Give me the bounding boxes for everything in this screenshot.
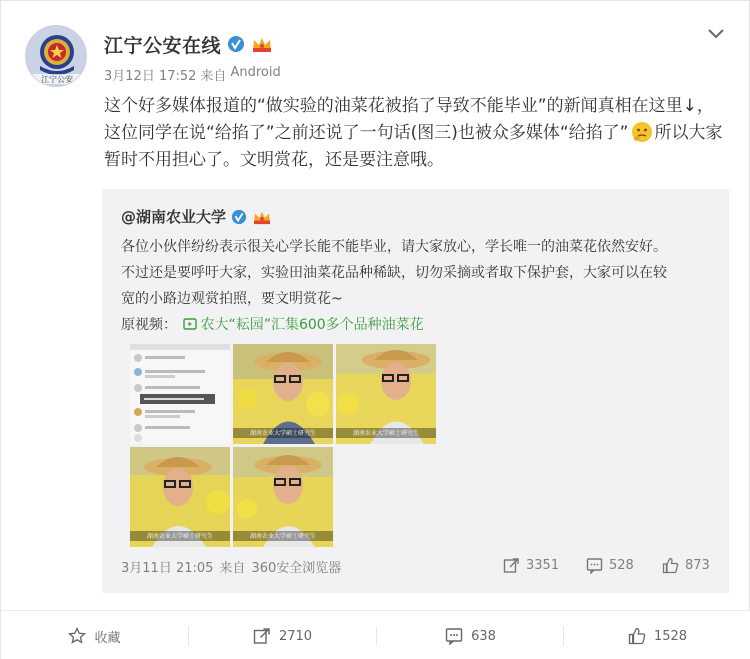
repost-button[interactable] [189,611,376,659]
post-text-line-2-a: 这位同学在说“给掐了”之前还说了一句话(图三)也被众多媒体“给掐了” [104,123,629,143]
comment-button[interactable] [377,611,564,659]
retweet-box [102,189,729,593]
like-count: 1528 [653,628,688,644]
svg-text:江宁公安: 江宁公安 [41,75,73,84]
thumbs-up-icon [662,557,679,574]
image-thumb-2[interactable] [233,344,333,444]
retweet-source: 360安全浏览器 [251,561,342,576]
student-in-field-image [233,344,333,444]
video-link[interactable] [181,317,423,333]
post-text [104,93,729,174]
retweet-repost-button[interactable] [503,557,559,574]
retweet-text-line-2: 不过还是要呼吁大家，实验田油菜花品种稀缺，切勿采摘或者取下保护套，大家可以在较 [121,265,667,281]
video-link-text: 农大“耘园”汇集600多个品种油菜花 [200,317,424,333]
retweet-source-prefix: 来自 [219,561,246,576]
retweet-text-line-1: 各位小伙伴纷纷表示很关心学长能不能毕业，请大家放心，学长唯一的油菜花依然安好。 [121,239,667,255]
police-emblem-icon [26,26,87,87]
retweet-text [121,234,721,338]
image-thumb-1[interactable] [130,344,230,444]
thumb-caption: 湖南农业大学硕士研究生 [352,430,420,437]
comment-icon [586,557,603,574]
like-button[interactable] [564,611,750,659]
author-name[interactable]: 江宁公安在线 [104,34,222,57]
image-thumb-4[interactable] [130,447,230,547]
thinking-emoji-icon [631,121,653,143]
retweet-comment-count: 528 [609,558,634,573]
action-bar [1,610,750,659]
image-grid [130,344,440,550]
image-thumb-3[interactable] [336,344,436,444]
post-time[interactable]: 3月12日 17:52 [104,69,197,84]
vip-crown-icon[interactable] [252,209,272,225]
video-icon [183,318,197,330]
chat-screenshot-image [130,344,230,444]
thumbs-up-icon [628,627,646,645]
source-prefix: 来自 [200,69,227,84]
vip-crown-icon[interactable] [251,35,273,53]
retweet-comment-button[interactable] [586,557,634,574]
video-row [121,312,721,338]
retweet-footer [121,557,711,577]
image-thumb-5[interactable] [233,447,333,547]
comment-icon [445,627,463,645]
post-text-line-3: 暂时不用担心了。文明赏花，还是要注意哦。 [104,150,444,170]
verified-badge-icon [231,209,247,225]
comment-count: 638 [471,628,496,644]
thumb-caption: 湖南农业大学硕士研究生 [146,533,214,540]
retweet-author-row [121,206,272,227]
video-label: 原视频： [121,317,177,333]
post-text-line-2-b: 所以大家 [654,123,723,143]
favorite-label: 收藏 [94,630,121,646]
star-icon [68,627,86,645]
post-text-line-2 [104,120,729,147]
post-text-line-1: 这个好多媒体报道的“做实验的油菜花被掐了导致不能毕业”的新闻真相在这里↓， [104,96,714,116]
favorite-button[interactable] [1,611,188,659]
retweet-author[interactable]: @湖南农业大学 [121,208,227,226]
chevron-down-icon[interactable] [705,23,727,43]
repost-count: 2710 [278,628,313,644]
post-source: Android [230,65,281,80]
thumb-caption: 湖南农业大学硕士研究生 [249,430,317,437]
repost-icon [503,557,520,574]
retweet-meta [121,557,341,576]
avatar[interactable] [25,25,87,87]
student-in-field-image [336,344,436,444]
retweet-text-line-3: 宽的小路边观赏拍照，要文明赏花~ [121,291,343,307]
retweet-repost-count: 3351 [526,558,560,573]
retweet-like-button[interactable] [662,557,710,574]
repost-icon [253,627,271,645]
retweet-time[interactable]: 3月11日 21:05 [121,561,214,576]
student-in-field-image [130,447,230,547]
author-row [104,31,273,57]
retweet-like-count: 873 [685,558,710,573]
post-meta [104,65,281,84]
verified-badge-icon [227,35,245,53]
thumb-caption: 湖南农业大学硕士研究生 [249,533,317,540]
student-in-field-image [233,447,333,547]
